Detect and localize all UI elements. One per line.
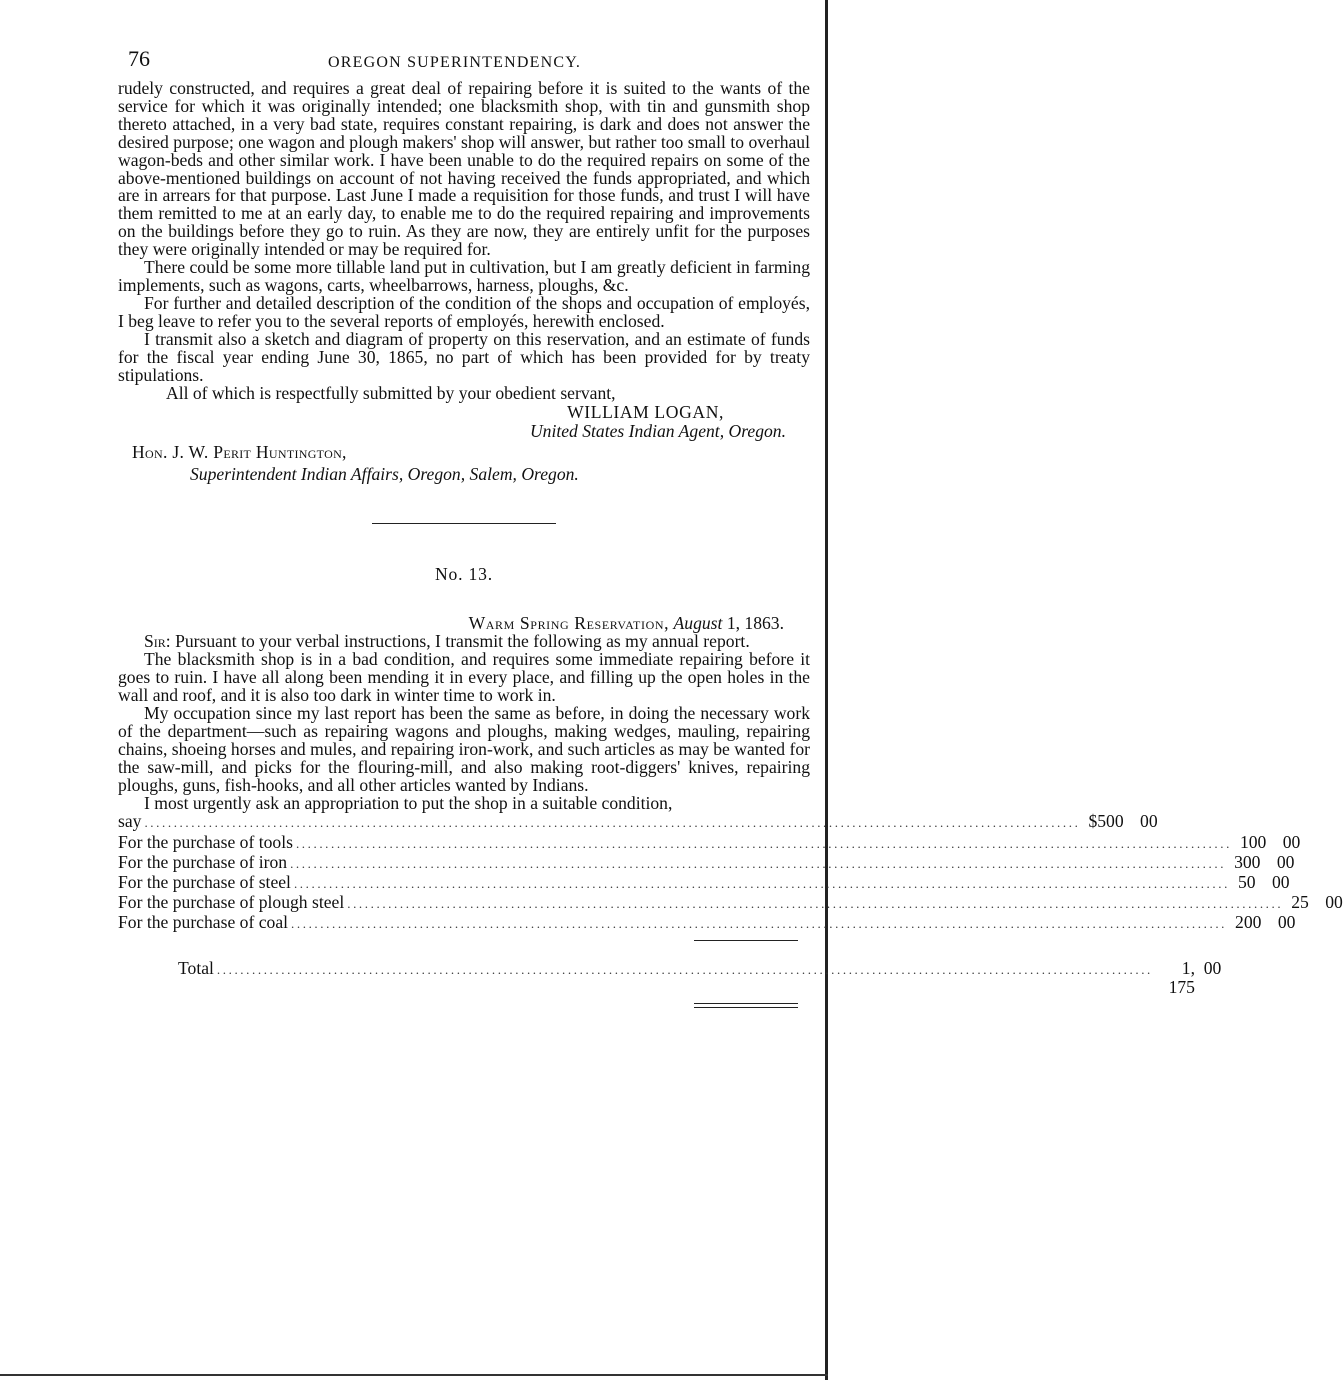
page-edge <box>825 0 828 1380</box>
amount-dollars: 50 <box>1237 872 1256 893</box>
amount-cents: 00 <box>1276 851 1295 872</box>
dot-leader: ................................................................................................................................................................ <box>295 835 1232 851</box>
letter-paragraph: The blacksmith shop is in a bad condition, and requires some immediate repairing before it goes to ruin. I have all along been mending it in every place, and filling up the open holes in the wall and roof, and it is also too dark in winter time to work in. <box>118 649 810 706</box>
cost-row <box>118 912 1296 933</box>
dateline-place: Warm Spring Reservation, <box>468 613 670 634</box>
cost-label: For the purchase of iron <box>118 851 288 872</box>
dot-leader: ................................................................................................................................................................ <box>216 961 1153 977</box>
cost-row <box>118 851 1295 873</box>
cost-row <box>118 831 1301 853</box>
letter-paragraph: I most urgently ask an appropriation to put the shop in a suitable condition, <box>144 792 673 813</box>
cost-row <box>118 811 1158 832</box>
cost-row <box>118 892 1343 913</box>
dot-leader: ................................................................................................................................................................ <box>290 855 1227 871</box>
letter-paragraph: There could be some more tillable land put in cultivation, but I am greatly deficient in farming implements, such as wagons, carts, wheelbarrows, harness, ploughs, &c. <box>118 257 810 295</box>
letter-paragraph: For further and detailed description of the condition of the shops and occupation of employés, I beg leave to refer you to the several reports of employés, herewith enclosed. <box>118 292 810 331</box>
amount-cents: 00 <box>1325 892 1343 913</box>
amount-cents: 00 <box>1271 872 1290 893</box>
cost-amount <box>1240 833 1300 852</box>
amount-dollars: 25 <box>1291 892 1309 913</box>
cost-amount <box>1238 873 1290 892</box>
cost-amount <box>1235 913 1295 932</box>
amount-dollars: 1, 175 <box>1168 957 1195 997</box>
dot-leader: ................................................................................................................................................................ <box>291 916 1228 932</box>
addressee-title: Superintendent Indian Affairs, Oregon, Salem, Oregon. <box>190 464 579 485</box>
cost-amount <box>1088 812 1157 831</box>
page-number: 76 <box>128 46 150 71</box>
amount-cents: 00 <box>1277 912 1296 933</box>
total-row <box>118 957 1222 997</box>
dateline <box>118 613 784 633</box>
section-divider <box>372 523 556 524</box>
dot-leader: ................................................................................................................................................................ <box>144 815 1081 831</box>
cost-table <box>118 811 1343 1008</box>
amount-dollars: 200 <box>1235 912 1262 933</box>
total-amount <box>1161 959 1221 997</box>
cost-amount <box>1291 893 1343 912</box>
total-label: Total <box>178 957 214 978</box>
amount-dollars: $500 <box>1088 811 1124 832</box>
paragraph-text: Pursuant to your verbal instructions, I transmit the following as my annual report. <box>175 631 750 652</box>
letter-paragraph: rudely constructed, and requires a great deal of repairing before it is suited to the wants of the service for which it was originally intended; one blacksmith shop, with tin and gunsmith shop thereto attached, in a very bad state, requires constant repairing, is dark and does not answer the desired purpose; one wagon and plough makers' shop will answer, but rather too small to overhaul wagon-beds and other similar work. I have been unable to do the required repairs on some of the above-mentioned buildings on account of not having received the funds appropriated, and which are in arrears for that purpose. Last June I made a requisition for those funds, and trust I will have them remitted to me at an early day, to enable me to do the required repairing and improvements on the buildings before they go to ruin. As they are now, they are entirely unfit for the purposes they were originally intended or may be required for. <box>118 78 810 260</box>
total-double-rule <box>694 1003 798 1008</box>
cost-label: For the purchase of steel <box>118 872 291 893</box>
signer-name: WILLIAM LOGAN, <box>567 402 724 423</box>
letter-paragraph: My occupation since my last report has been the same as before, in doing the necessary work of the department—such as repairing wagons and ploughs, making wedges, mauling, repairing chains, shoeing horses and mules, and repairing iron-work, and such articles as may be wanted for the saw-mill, and picks for the flouring-mill, and also making root-diggers' knives, repairing ploughs, guns, fish-hooks, and all other articles wanted by Indians. <box>118 703 810 795</box>
amount-dollars: 300 <box>1234 851 1261 872</box>
amount-cents: 00 <box>1203 957 1222 978</box>
document-page <box>118 44 1343 1008</box>
cost-label: say <box>118 811 142 832</box>
amount-cents: 00 <box>1140 811 1158 832</box>
running-head <box>118 44 810 80</box>
letter-paragraph: I transmit also a sketch and diagram of property on this reservation, and an estimate of funds for the fiscal year ending June 30, 1865, no part of which has been provided for by treaty stipulations. <box>118 328 810 385</box>
amount-dollars: 100 <box>1239 831 1267 852</box>
page-bottom-edge <box>0 1374 828 1376</box>
addressee-name: Hon. J. W. Perit Huntington, <box>132 442 347 463</box>
running-title: OREGON SUPERINTENDENCY. <box>328 54 582 71</box>
cost-label: For the purchase of tools <box>118 831 293 852</box>
amount-cents: 00 <box>1282 831 1301 852</box>
subtotal-rule <box>694 940 798 941</box>
dateline-month: August <box>673 613 723 634</box>
signer-title: United States Indian Agent, Oregon. <box>529 421 786 442</box>
document-number: No. 13. <box>435 564 493 585</box>
salutation: Sir: <box>144 631 171 652</box>
closing-line: All of which is respectfully submitted by your obedient servant, <box>166 383 616 404</box>
cost-label: For the purchase of coal <box>118 912 289 933</box>
dot-leader: ................................................................................................................................................................ <box>347 896 1284 912</box>
dateline-year: 1, 1863. <box>726 613 784 634</box>
cost-label: For the purchase of plough steel <box>118 892 345 913</box>
cost-amount <box>1234 853 1294 872</box>
cost-row <box>118 872 1290 893</box>
dot-leader: ................................................................................................................................................................ <box>293 876 1230 892</box>
